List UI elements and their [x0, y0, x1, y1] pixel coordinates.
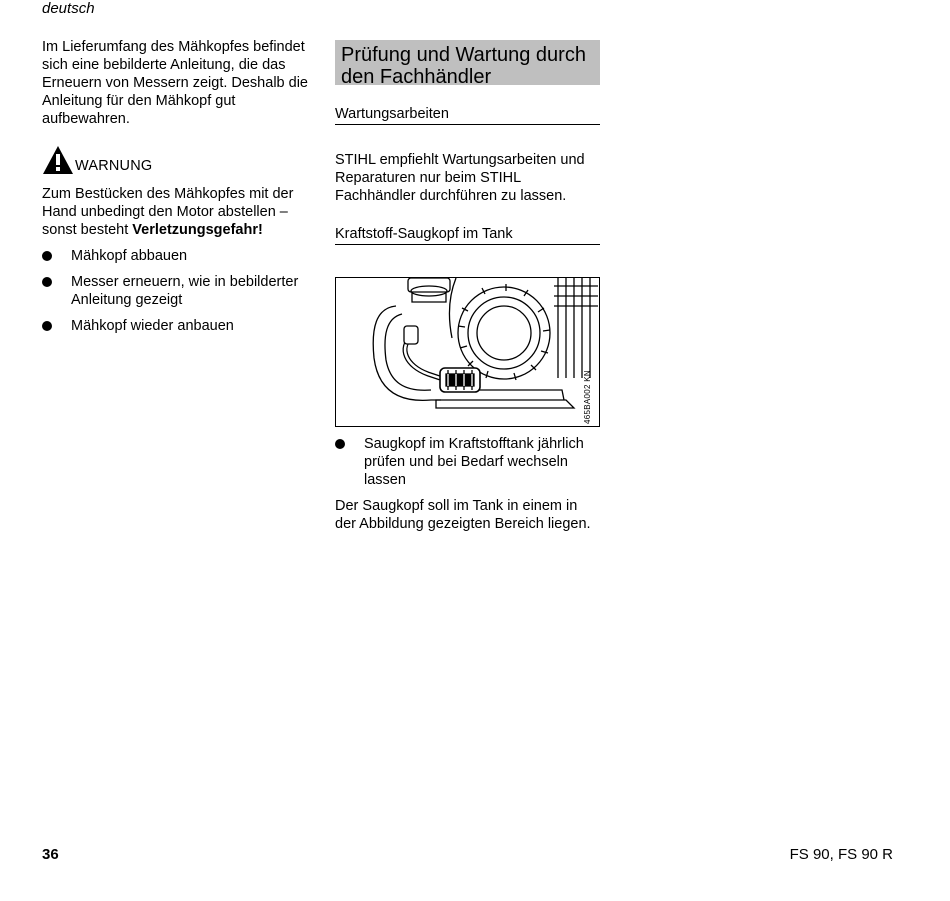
bullet-icon: [42, 321, 52, 331]
warning-heading: [42, 145, 312, 175]
bullet-icon: [42, 277, 52, 287]
page-number: 36: [42, 846, 59, 863]
list-item: [42, 247, 312, 265]
right-column: [335, 40, 600, 533]
list-item: [335, 435, 600, 489]
warning-body: Zum Bestücken des Mähkopfes mit der Hand unbedingt den Motor abstellen – sonst besteht: [42, 186, 294, 238]
warning-triangle-icon: [42, 145, 74, 175]
list-item-text: Mähkopf wieder anbauen: [71, 318, 234, 334]
list-item: [42, 317, 312, 335]
subheading-fuel-pickup: Kraftstoff-Saugkopf im Tank: [335, 225, 600, 245]
left-bullet-list: [42, 247, 312, 335]
intro-paragraph: Im Lieferumfang des Mähkopfes befindet sich eine bebilderte Anleitung, die das Erneuern von Messern zeigt. Deshalb die Anleitung für den Mähkopf gut aufbewahren.: [42, 39, 308, 127]
warning-emphasis: Verletzungsgefahr!: [132, 222, 263, 238]
figure-code: 465BA002 KN: [583, 369, 592, 424]
engine-drawing: [336, 278, 598, 425]
model-label: FS 90, FS 90 R: [789, 846, 893, 863]
bullet-icon: [335, 439, 345, 449]
language-label: deutsch: [42, 0, 95, 17]
list-item: [42, 273, 312, 309]
warning-label: WARNUNG: [75, 158, 153, 174]
list-item-text: Saugkopf im Kraftstofftank jährlich prüfen und bei Bedarf wechseln lassen: [364, 436, 584, 488]
list-item-text: Messer erneuern, wie in bebilderter Anleitung gezeigt: [71, 274, 299, 308]
pickup-position-paragraph: Der Saugkopf soll im Tank in einem in der Abbildung gezeigten Bereich liegen.: [335, 498, 591, 532]
warning-text: [42, 185, 312, 239]
bullet-icon: [42, 251, 52, 261]
fuel-pickup-illustration: [335, 277, 600, 427]
subheading-maintenance: Wartungsarbeiten: [335, 105, 600, 125]
right-bullet-list: [335, 435, 600, 489]
left-column: [42, 38, 312, 343]
section-title: Prüfung und Wartung durch den Fachhändler: [335, 40, 600, 85]
list-item-text: Mähkopf abbauen: [71, 248, 188, 264]
maintenance-paragraph: STIHL empfiehlt Wartungsarbeiten und Reparaturen nur beim STIHL Fachhändler durchführen zu lassen.: [335, 152, 585, 204]
